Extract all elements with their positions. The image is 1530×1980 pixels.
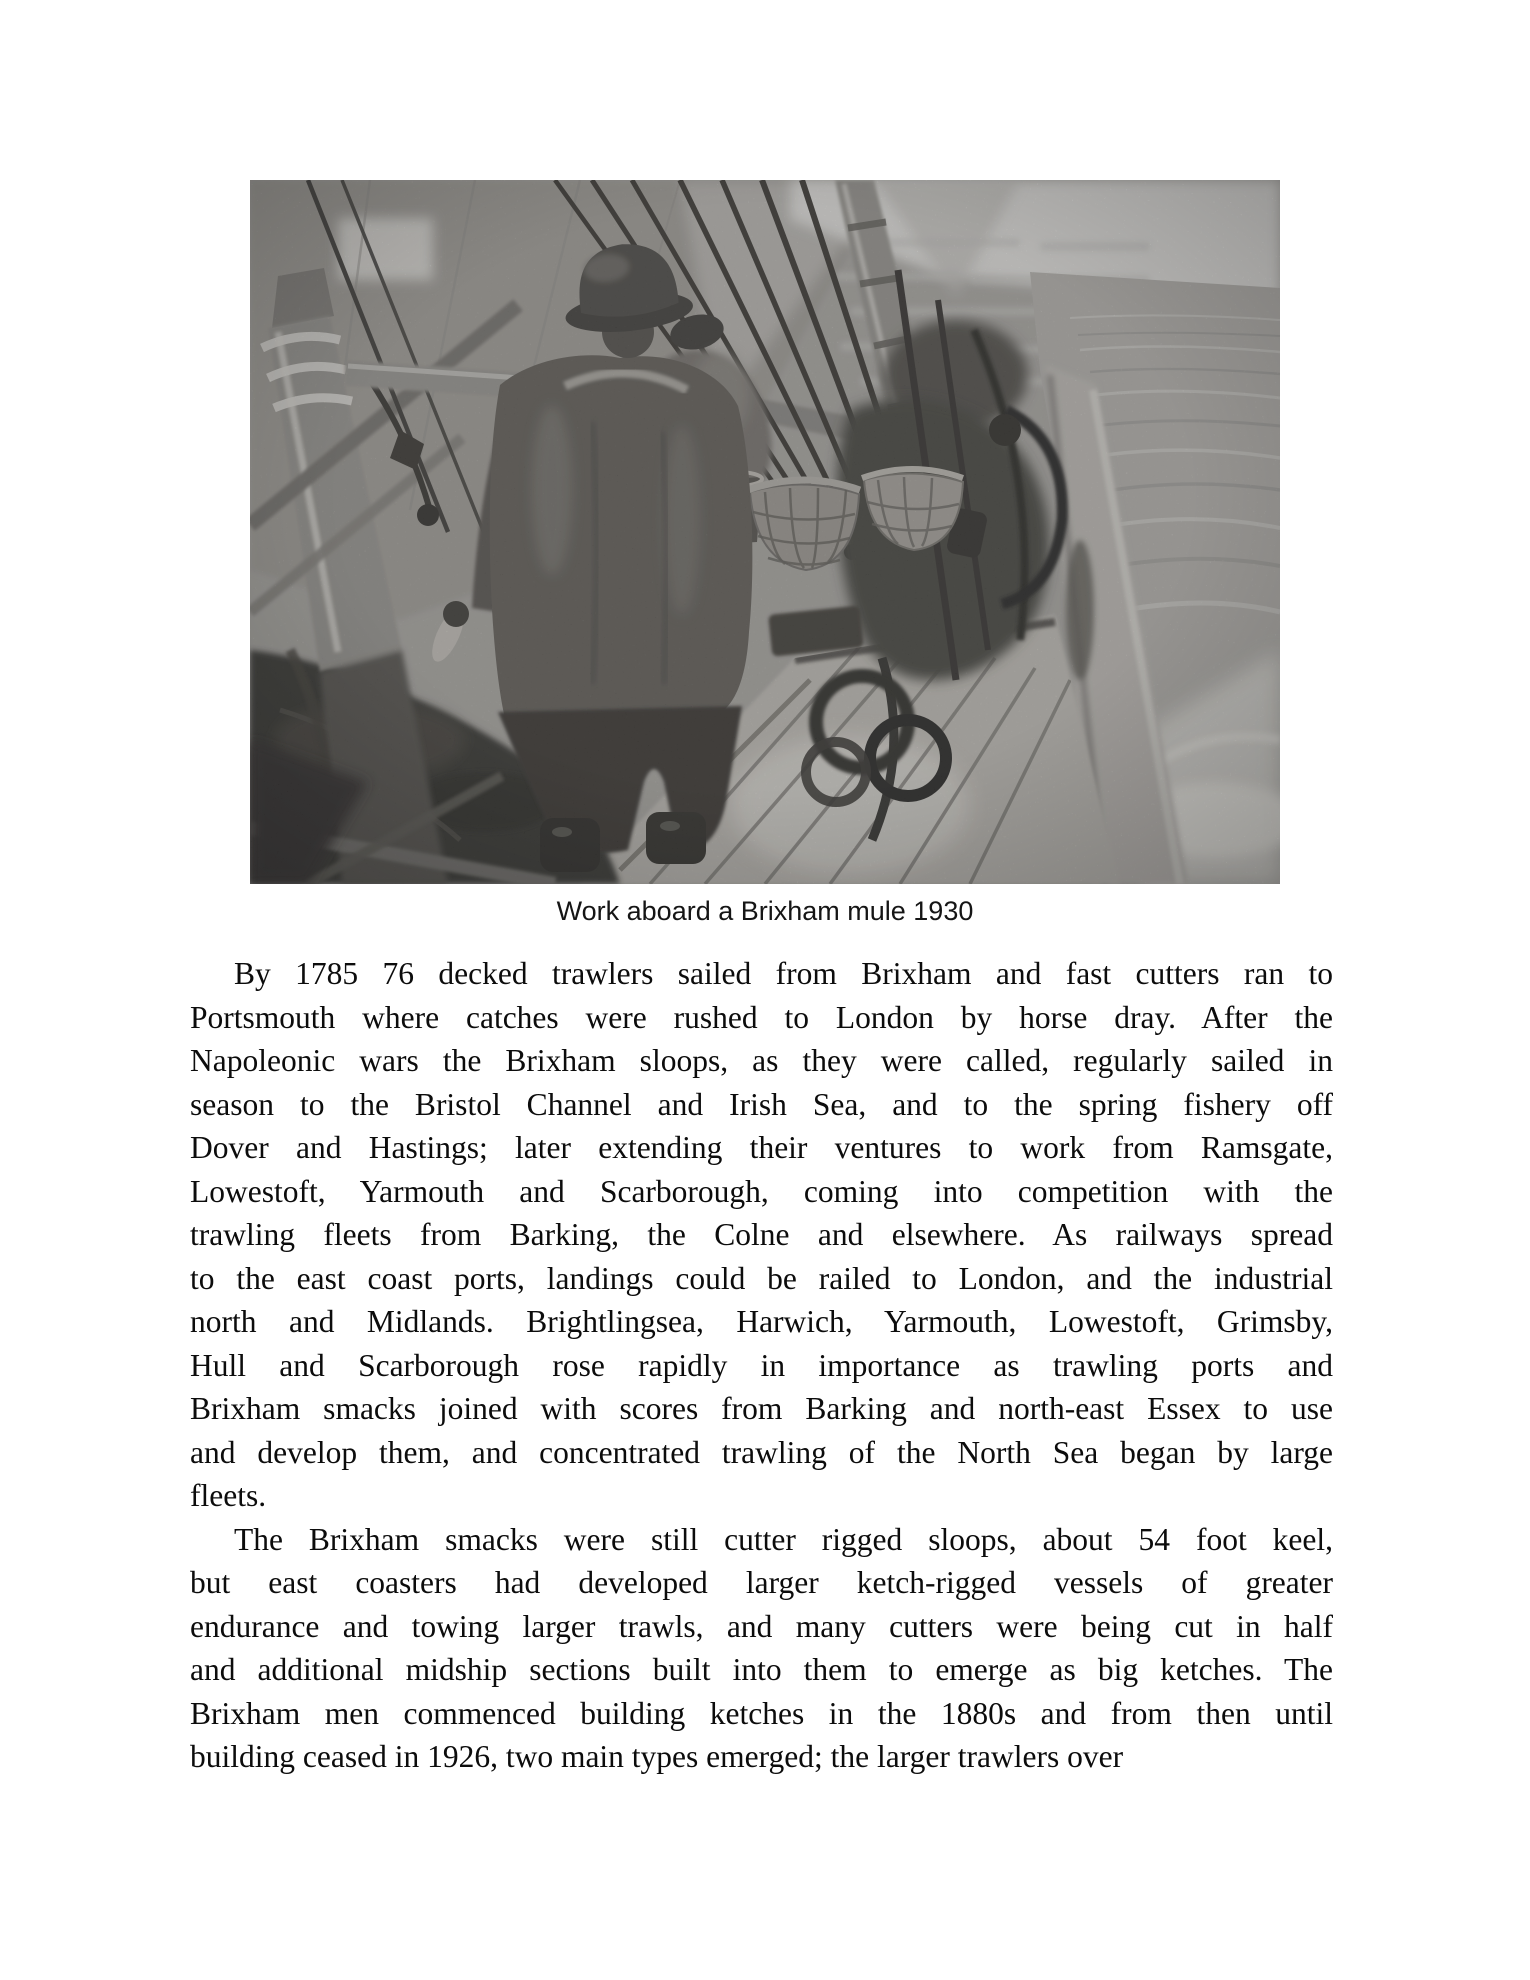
text-line: Lowestoft, Yarmouth and Scarborough, coming into competition with the	[190, 1173, 1333, 1209]
text-line: fleets.	[190, 1478, 267, 1513]
text-line: Hull and Scarborough rose rapidly in importance as trawling ports and	[190, 1347, 1333, 1383]
text-line: By 1785 76 decked trawlers sailed from Brixham and fast cutters ran to	[234, 956, 1333, 991]
text-line: Brixham men commenced building ketches in the 1880s and from then until	[190, 1695, 1333, 1731]
paragraph	[190, 1518, 1333, 1779]
trawler-photo	[250, 180, 1280, 884]
text-line: season to the Bristol Channel and Irish Sea, and to the spring fishery off	[190, 1086, 1333, 1122]
text-line: Dover and Hastings; later extending their ventures to work from Ramsgate,	[190, 1130, 1333, 1165]
text-line: trawling fleets from Barking, the Colne and elsewhere. As railways spread	[190, 1217, 1333, 1252]
text-line: but east coasters had developed larger ketch-rigged vessels of greater	[190, 1565, 1333, 1600]
text-line: endurance and towing larger trawls, and many cutters were being cut in half	[190, 1608, 1333, 1644]
text-line: and develop them, and concentrated trawling of the North Sea began by large	[190, 1434, 1333, 1470]
text-line: to the east coast ports, landings could be railed to London, and the industrial	[190, 1260, 1333, 1296]
paragraph	[190, 952, 1333, 1518]
text-line: north and Midlands. Brightlingsea, Harwich, Yarmouth, Lowestoft, Grimsby,	[190, 1304, 1333, 1339]
trawler-photo-illustration	[250, 180, 1280, 884]
vignette	[250, 180, 1280, 884]
body-text	[190, 952, 1333, 1779]
text-line: and additional midship sections built into them to emerge as big ketches. The	[190, 1652, 1333, 1687]
photo-figure	[250, 180, 1280, 927]
text-line: The Brixham smacks were still cutter rigged sloops, about 54 foot keel,	[234, 1521, 1333, 1557]
text-line: Portsmouth where catches were rushed to London by horse dray. After the	[190, 999, 1333, 1035]
text-line: building ceased in 1926, two main types emerged; the larger trawlers over	[190, 1739, 1124, 1774]
text-line: Brixham smacks joined with scores from Barking and north-east Essex to use	[190, 1391, 1333, 1426]
photo-caption: Work aboard a Brixham mule 1930	[556, 896, 974, 926]
text-line: Napoleonic wars the Brixham sloops, as they were called, regularly sailed in	[190, 1043, 1333, 1078]
